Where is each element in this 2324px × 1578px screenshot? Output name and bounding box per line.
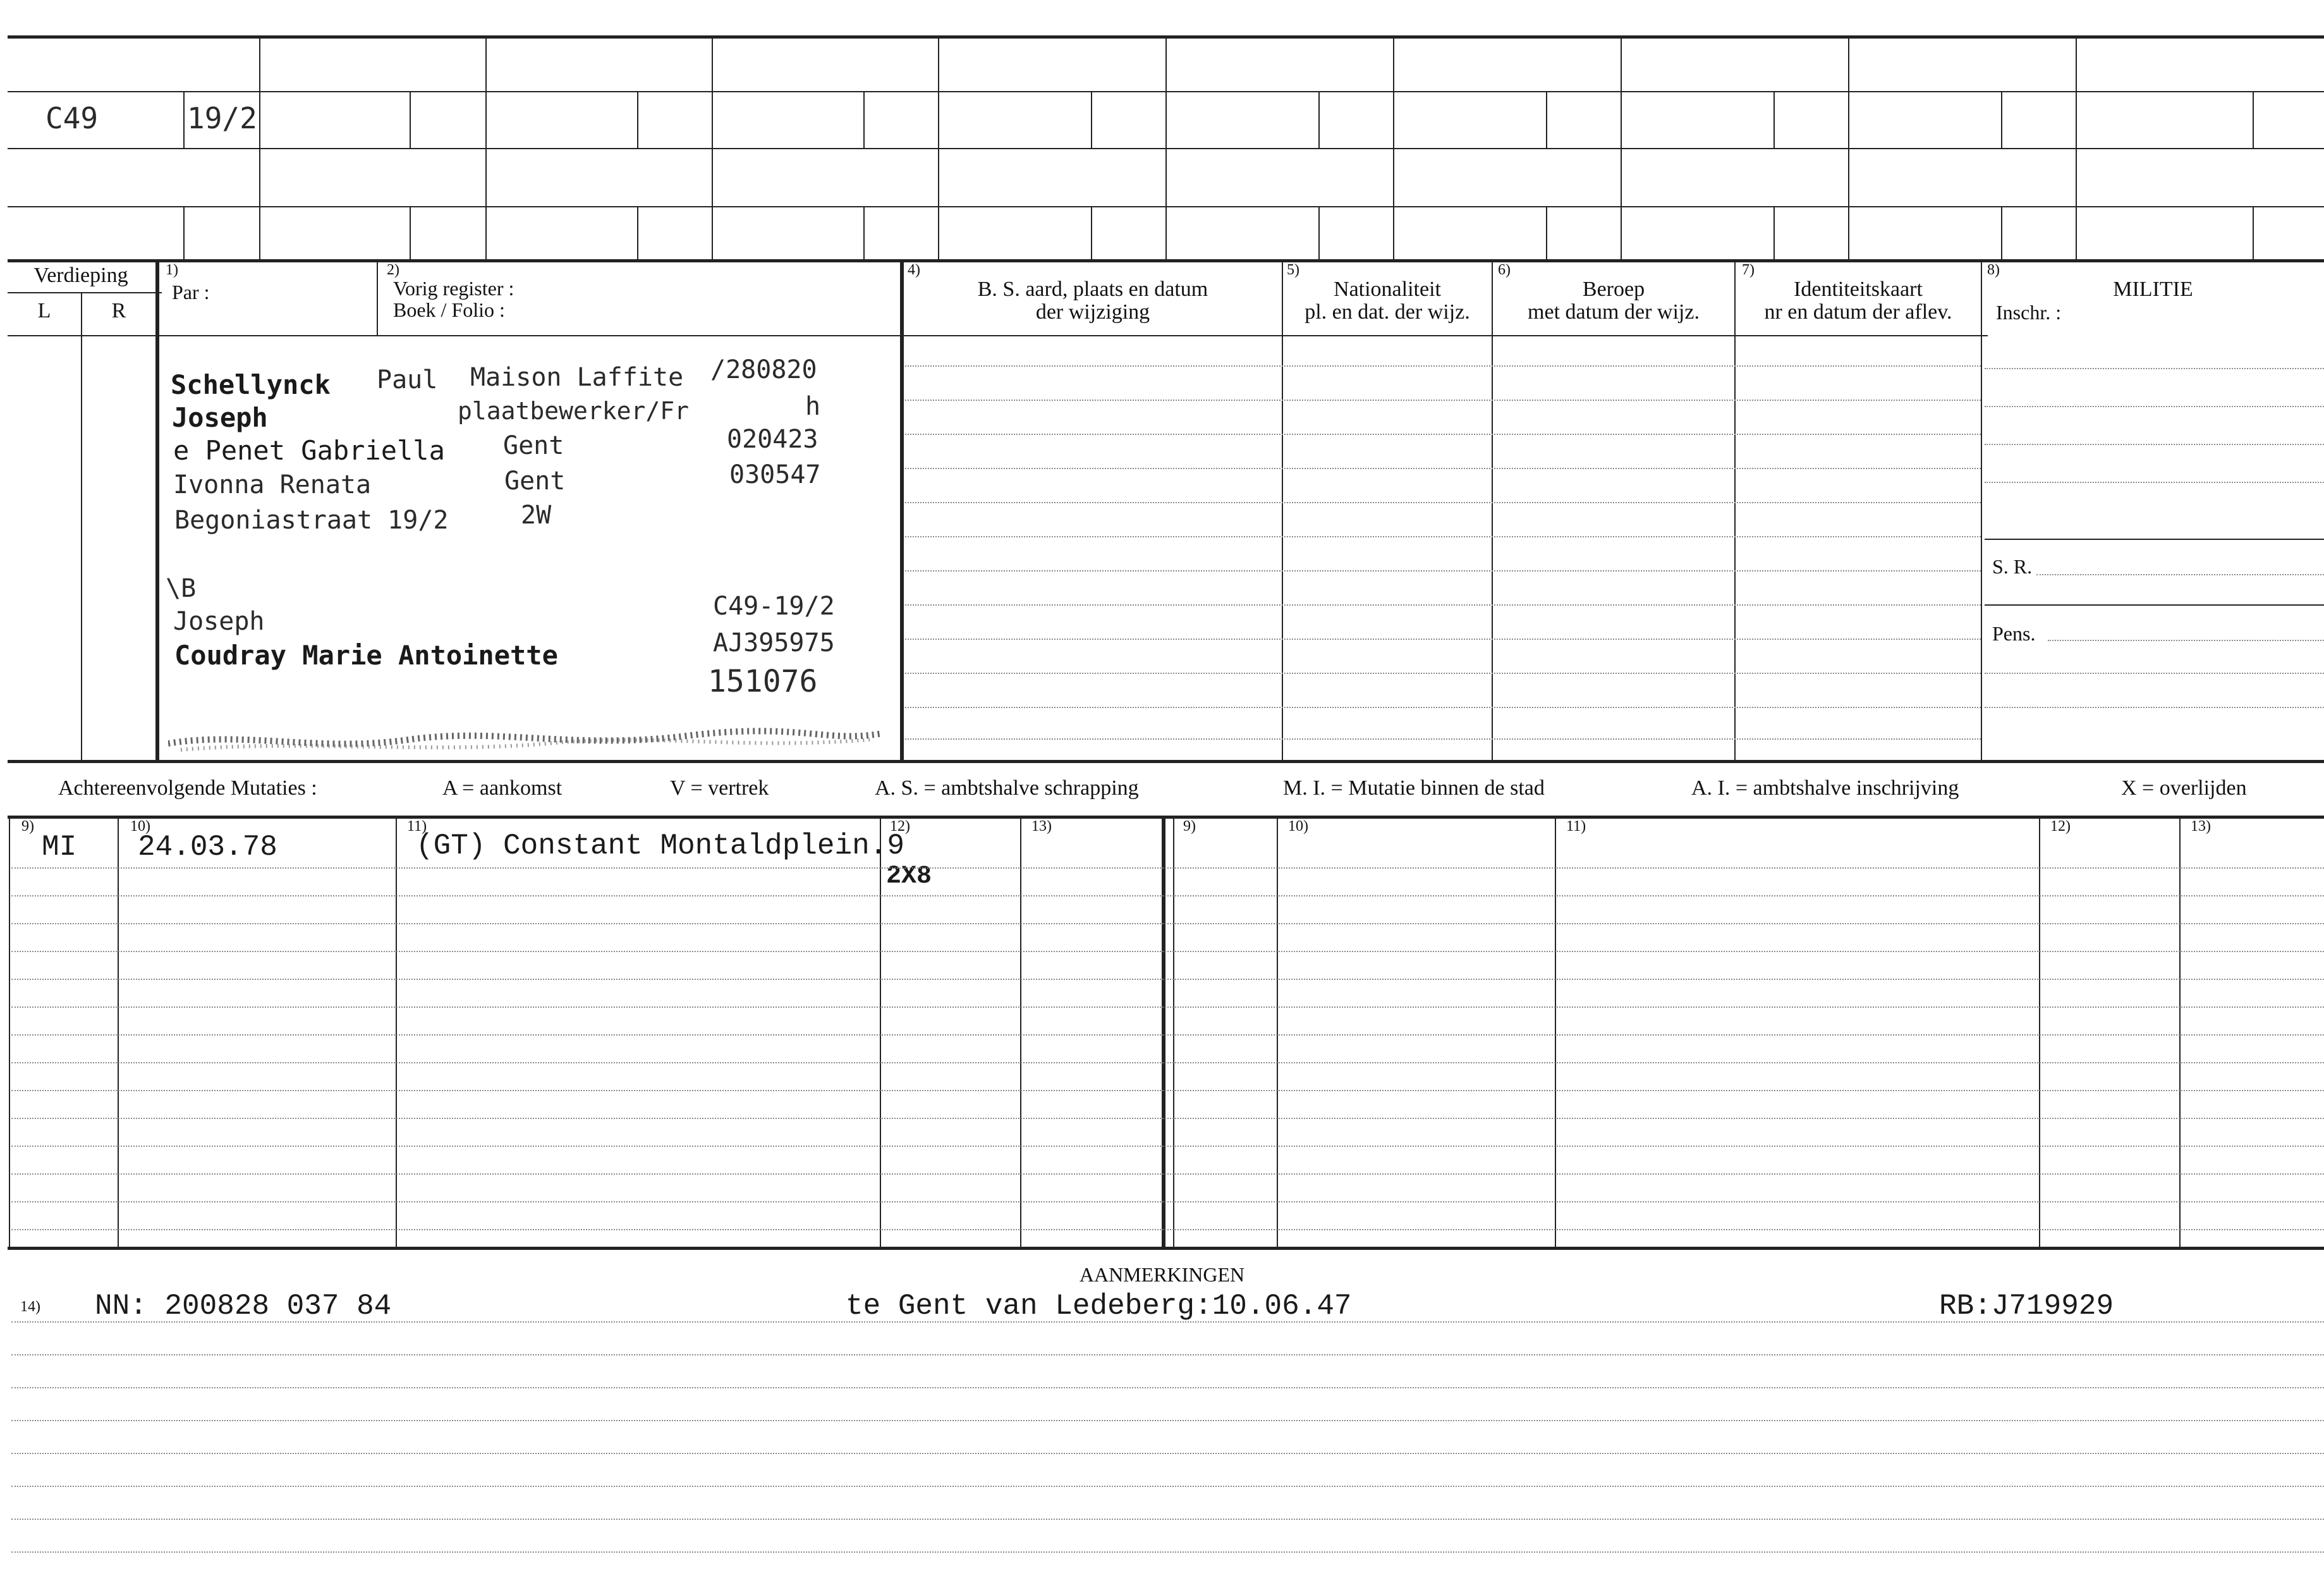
ruled-line xyxy=(905,365,1981,367)
legend-ambtshalve-inschrijving: A. I. = ambtshalve inschrijving xyxy=(1691,776,1959,800)
top-grid-tick xyxy=(410,206,411,260)
legend-aankomst: A = aankomst xyxy=(442,776,563,800)
top-grid-vline xyxy=(2076,35,2077,260)
verdieping-label: Verdieping xyxy=(33,264,128,287)
street-address: Begoniastraat 19/2 xyxy=(174,506,449,535)
top-grid-vline xyxy=(1393,35,1394,260)
top-grid-tick xyxy=(183,206,185,260)
mutations-vline xyxy=(2179,817,2181,1247)
ruled-line xyxy=(905,673,1981,674)
mutation-sector: 2X8 xyxy=(886,862,932,891)
spouse-place: Gent xyxy=(503,431,564,460)
mutations-vline xyxy=(396,817,397,1247)
top-grid-tick xyxy=(2001,91,2002,148)
birth-info: te Gent van Ledeberg:10.06.47 xyxy=(846,1290,1352,1323)
ruled-line xyxy=(11,1354,2324,1355)
col2-number: 2) xyxy=(387,262,399,278)
second-name: Joseph xyxy=(172,402,268,433)
ruled-line xyxy=(11,1118,2324,1119)
top-grid-tick xyxy=(2001,206,2002,260)
house-code: C49 xyxy=(46,101,99,135)
top-grid-tick xyxy=(1773,91,1775,148)
birthplace: Maison Laffite xyxy=(470,363,684,392)
top-grid-tick xyxy=(1546,91,1547,148)
ruled-line xyxy=(905,536,1981,537)
ruled-line xyxy=(905,468,1981,469)
mutation-date: 24.03.78 xyxy=(138,831,277,864)
militie-divider xyxy=(1985,539,2324,540)
id-card-date: 151076 xyxy=(708,664,818,699)
ruled-line xyxy=(11,1090,2324,1091)
top-grid-tick xyxy=(183,91,185,148)
spouse-name: e Penet Gabriella xyxy=(173,435,445,466)
legend-mutatie-binnen-stad: M. I. = Mutatie binnen de stad xyxy=(1283,776,1545,800)
child-birthdate: 030547 xyxy=(729,460,821,489)
extra-name-1: Joseph xyxy=(173,607,265,636)
col8-number: 8) xyxy=(1987,262,2000,278)
top-grid-tick xyxy=(1091,206,1092,260)
ruled-line xyxy=(905,434,1981,435)
col9b-number: 9) xyxy=(1183,818,1196,835)
remarks-number: 14) xyxy=(20,1299,40,1315)
lr-divider xyxy=(81,292,82,760)
ruled-line xyxy=(11,1519,2324,1520)
top-grid-tick xyxy=(1318,91,1320,148)
top-grid-tick xyxy=(1318,206,1320,260)
bs-header-line2: der wijziging xyxy=(1035,300,1150,324)
r-label: R xyxy=(111,299,126,322)
ruled-line xyxy=(11,1201,2324,1202)
extra-name-2: Coudray Marie Antoinette xyxy=(174,640,558,671)
id-card-number: AJ395975 xyxy=(713,628,835,658)
vorig-register-label: Vorig register : xyxy=(393,277,514,300)
child-place: Gent xyxy=(504,467,566,496)
first-name: Paul xyxy=(377,365,438,394)
ruled-line xyxy=(11,1486,2324,1487)
ruled-line xyxy=(11,1453,2324,1454)
mutations-legend-title: Achtereenvolgende Mutaties : xyxy=(58,776,317,800)
mutations-vline xyxy=(1277,817,1278,1247)
ruled-line xyxy=(2036,574,2324,575)
mutations-vline xyxy=(1020,817,1021,1247)
legend-ambtshalve-schrapping: A. S. = ambtshalve schrapping xyxy=(875,776,1139,800)
col11b-number: 11) xyxy=(1566,818,1586,835)
birthdate: /280820 xyxy=(710,355,817,384)
ruled-line xyxy=(11,1146,2324,1147)
nationaliteit-header: Nationaliteit xyxy=(1334,278,1441,301)
col9-number: 9) xyxy=(21,818,34,835)
mark-b: \B xyxy=(166,574,197,603)
ruled-line xyxy=(1985,368,2324,369)
mutation-type: MI xyxy=(42,831,77,864)
top-grid-vline xyxy=(1165,35,1167,260)
col1-number: 1) xyxy=(166,262,178,278)
ruled-line xyxy=(11,1034,2324,1036)
ruled-line xyxy=(1985,707,2324,708)
ruled-line xyxy=(1985,482,2324,483)
spouse-birthdate: 020423 xyxy=(727,425,818,454)
mutations-top-border xyxy=(8,816,2324,819)
top-grid-vline xyxy=(259,35,260,260)
ruled-line xyxy=(11,1551,2324,1553)
pasted-label xyxy=(159,339,899,759)
top-grid-tick xyxy=(637,91,638,148)
top-grid-vline xyxy=(938,35,939,260)
top-grid-tick xyxy=(1773,206,1775,260)
ruled-line xyxy=(11,979,2324,980)
col10-number: 10) xyxy=(130,818,150,835)
top-grid-vline xyxy=(485,35,487,260)
top-grid-tick xyxy=(1546,206,1547,260)
ruled-line xyxy=(905,502,1981,503)
ruled-line xyxy=(905,570,1981,572)
mutations-bottom-border xyxy=(8,1247,2324,1250)
col10b-number: 10) xyxy=(1288,818,1308,835)
top-grid-tick xyxy=(637,206,638,260)
house-number: 19/2 xyxy=(187,101,257,135)
col4-number: 4) xyxy=(908,262,920,278)
identiteitskaart-subheader: nr en datum der aflev. xyxy=(1764,300,1952,324)
ruled-line xyxy=(11,1006,2324,1008)
top-grid-vline xyxy=(712,35,713,260)
ruled-line xyxy=(905,639,1981,640)
legend-overlijden: X = overlijden xyxy=(2121,776,2247,800)
surname: Schellynck xyxy=(171,369,331,400)
ruled-line xyxy=(11,1420,2324,1421)
top-grid-tick xyxy=(1091,91,1092,148)
top-grid-tick xyxy=(2253,206,2254,260)
mutation-address: (GT) Constant Montaldplein.9 xyxy=(416,829,904,862)
ruled-line xyxy=(2048,640,2324,641)
col-divider-vorig xyxy=(377,260,378,335)
top-grid-tick xyxy=(863,206,865,260)
ruled-line xyxy=(1985,673,2324,674)
occupation: plaatbewerker/Fr xyxy=(458,397,690,425)
col12b-number: 12) xyxy=(2050,818,2071,835)
col7-number: 7) xyxy=(1742,262,1755,278)
ruled-line xyxy=(11,1321,2324,1323)
ruled-line xyxy=(11,895,2324,896)
mutations-vline xyxy=(118,817,119,1247)
inschr-label: Inschr. : xyxy=(1996,301,2062,324)
nationaliteit-subheader: pl. en dat. der wijz. xyxy=(1305,300,1470,324)
mutations-vline xyxy=(2039,817,2040,1247)
ruled-line xyxy=(1985,444,2324,445)
col-divider-militie xyxy=(1981,260,1982,760)
main-bottom-border xyxy=(8,760,2324,763)
col-divider-id xyxy=(1734,260,1736,760)
bs-header-line1: B. S. aard, plaats en datum xyxy=(977,278,1208,301)
col13-number: 13) xyxy=(1031,818,1052,835)
pens-label: Pens. xyxy=(1992,622,2036,645)
ruled-line xyxy=(905,400,1981,401)
par-label: Par : xyxy=(172,281,210,303)
col13b-number: 13) xyxy=(2191,818,2211,835)
top-grid-vline xyxy=(1848,35,1849,260)
beroep-subheader: met datum der wijz. xyxy=(1528,300,1700,324)
ruled-line xyxy=(11,867,2324,869)
militie-divider xyxy=(1985,604,2324,606)
col-divider-beroep xyxy=(1492,260,1493,760)
mutations-vline xyxy=(1173,817,1174,1247)
rb-number: RB:J719929 xyxy=(1939,1290,2114,1323)
remarks-title: AANMERKINGEN xyxy=(1079,1263,1245,1286)
occupation-mark: h xyxy=(805,392,821,421)
sr-label: S. R. xyxy=(1992,555,2033,578)
ruled-line xyxy=(11,1173,2324,1175)
col12-number: 12) xyxy=(890,818,910,835)
ruled-line xyxy=(905,738,1981,740)
verdieping-divider xyxy=(8,292,162,293)
mutations-vline xyxy=(880,817,881,1247)
ruled-line xyxy=(11,1229,2324,1230)
militie-header: MILITIE xyxy=(2113,278,2193,301)
ruled-line xyxy=(11,923,2324,924)
col11-number: 11) xyxy=(407,818,427,835)
col-divider-bs xyxy=(900,260,904,760)
header-bottom xyxy=(8,335,1988,336)
beroep-header: Beroep xyxy=(1582,278,1645,301)
ruled-line xyxy=(11,951,2324,952)
top-grid-vline xyxy=(1621,35,1622,260)
mutations-left-border xyxy=(9,817,10,1247)
top-grid-tick xyxy=(863,91,865,148)
ruled-line xyxy=(905,707,1981,708)
l-label: L xyxy=(37,299,51,322)
ruled-line xyxy=(905,604,1981,606)
mutations-vline xyxy=(1555,817,1556,1247)
ruled-line xyxy=(11,1062,2324,1063)
col6-number: 6) xyxy=(1498,262,1511,278)
top-grid-tick xyxy=(410,91,411,148)
ruled-line xyxy=(11,1387,2324,1388)
mutations-center-divider xyxy=(1162,817,1165,1247)
national-number: NN: 200828 037 84 xyxy=(95,1290,392,1323)
identiteitskaart-header: Identiteitskaart xyxy=(1794,278,1923,301)
legend-vertrek: V = vertrek xyxy=(670,776,769,800)
torn-edge xyxy=(168,725,882,756)
boek-folio-label: Boek / Folio : xyxy=(393,298,505,321)
ruled-line xyxy=(1985,406,2324,407)
top-grid-tick xyxy=(2253,91,2254,148)
reference-code: C49-19/2 xyxy=(713,592,835,621)
col-divider-nat xyxy=(1282,260,1283,760)
child-name: Ivonna Renata xyxy=(173,470,372,499)
sector-code: 2W xyxy=(521,501,552,530)
col5-number: 5) xyxy=(1287,262,1299,278)
